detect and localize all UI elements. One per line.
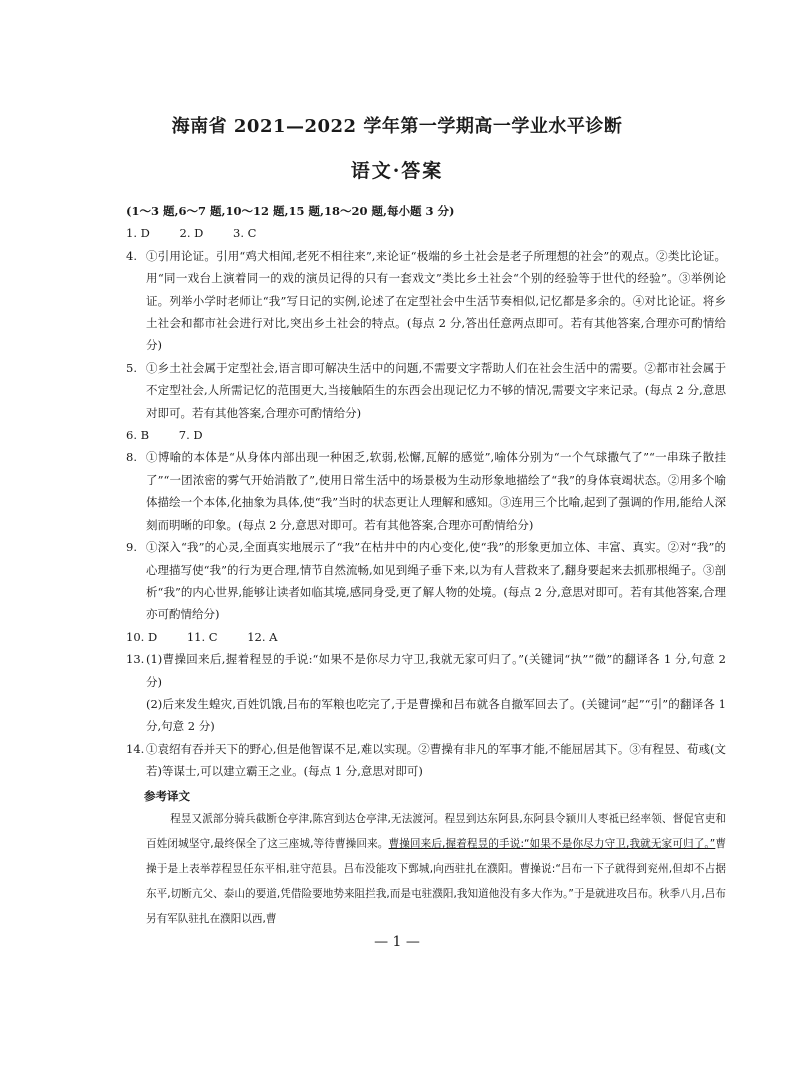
answer-2: 2. D <box>179 226 204 241</box>
translation-underlined-sentence: 曹操回来后,握着程昱的手说:“如果不是你尽力守卫,我就无家可归了。” <box>388 837 716 850</box>
answers-row-3 <box>126 626 726 648</box>
translation-text-before: 程昱又派部分骑兵截断仓亭津,陈宫到达仓亭津,无法渡河。程昱到达东阿县,东阿县令颍川人枣祗已经率领、督促官吏和百姓闭城坚守,最终保全了这三座城,等待曹操回来。 <box>146 812 726 850</box>
question-4 <box>126 245 726 357</box>
answers-row-2 <box>126 424 726 446</box>
answer-12: 12. A <box>247 629 278 644</box>
question-14-number: 14. <box>126 741 145 756</box>
question-5-answer: ①乡土社会属于定型社会,语言即可解决生活中的问题,不需要文字帮助人们在社会生活中的需要。②都市社会属于不定型社会,人所需记忆的范围更大,当接触陌生的东西会出现记忆力不够的情况,需要文字来记录。(每点 2 分,意思对即可。若有其他答案,合理亦可酌情给分) <box>146 360 726 420</box>
question-8 <box>126 446 726 536</box>
question-13 <box>126 648 726 693</box>
answer-11: 11. C <box>186 629 218 644</box>
answer-6: 6. B <box>126 428 150 443</box>
question-8-number: 8. <box>126 450 137 465</box>
reference-translation <box>126 807 726 932</box>
question-13-number: 13. <box>126 652 145 667</box>
question-5-number: 5. <box>126 360 137 375</box>
question-14-answer: ①袁绍有吞并天下的野心,但是他智谋不足,难以实现。②曹操有非凡的军事才能,不能屈居其下。③有程昱、荀彧(文若)等谋士,可以建立霸王之业。(每点 1 分,意思对即可) <box>146 741 726 779</box>
question-4-answer: ①引用论证。引用“鸡犬相闻,老死不相往来”,来论证“极端的乡土社会是老子所理想的社会”的观点。②类比论证。用“同一戏台上演着同一的戏的演员记得的只有一套戏文”类比乡土社会“个别的经验等于世代的经验”。③举例论证。列举小学时老师让“我”写日记的实例,论述了在定型社会中生活节奏相似,记忆都是多余的。④对比论证。将乡土社会和都市社会进行对比,突出乡土社会的特点。(每点 2 分,答出任意两点即可。若有其他答案,合理亦可酌情给分) <box>146 248 726 353</box>
answer-10: 10. D <box>126 629 158 644</box>
question-4-number: 4. <box>126 248 137 263</box>
question-9-answer: ①深入“我”的心灵,全面真实地展示了“我”在枯井中的内心变化,使“我”的形象更加立体、丰富、真实。②对“我”的心理描写使“我”的行为更合理,情节自然流畅,如见到绳子垂下来,以为有人营救来了,翻身要起来去抓那根绳子。③剖析“我”的内心世界,能够让读者如临其境,感同身受,更了解人物的处境。(每点 2 分,意思对即可。若有其他答案,合理亦可酌情给分) <box>146 540 726 622</box>
page-number: — 1 — <box>374 934 420 950</box>
question-5 <box>126 357 726 424</box>
answer-3: 3. C <box>233 226 257 241</box>
answers-body <box>126 200 726 932</box>
translation-text-after: 曹操于是上表举荐程昱任东平相,驻守范县。吕布没能攻下鄄城,向西驻扎在濮阳。曹操说:“吕布一下子就得到兖州,但却不占据东平,切断亢父、泰山的要道,凭借险要地势来阻拦我,而是屯驻濮阳,我知道他没有多大作为。”于是就进攻吕布。秋季八月,吕布另有军队驻扎在濮阳以西,曹 <box>146 837 727 925</box>
answer-7: 7. D <box>178 428 203 443</box>
scoring-note: (1～3 题,6～7 题,10～12 题,15 题,18～20 题,每小题 3 分) <box>126 204 455 218</box>
reference-translation-title: 参考译文 <box>144 788 190 803</box>
question-13-part-1: (1)曹操回来后,握着程昱的手说:“如果不是你尽力守卫,我就无家可归了。”(关键词“执”“微”的翻译各 1 分,句意 2 分) <box>146 652 726 689</box>
answer-1: 1. D <box>126 226 150 241</box>
question-9 <box>126 536 726 626</box>
question-13-part-2: (2)后来发生蝗灾,百姓饥饿,吕布的军粮也吃完了,于是曹操和吕布就各自撤军回去了。(关键词“起”“引”的翻译各 1 分,句意 2 分) <box>146 696 726 734</box>
question-9-number: 9. <box>126 540 137 555</box>
question-8-answer: ①博喻的本体是“从身体内部出现一种困乏,软弱,松懈,瓦解的感觉”,喻体分别为“一个气球撒气了”“一串珠子散挂了”“一团浓密的雾气开始消散了”,使用日常生活中的场景极为生动形象地描绘了“我”的身体衰竭状态。②用多个喻体描绘一个本体,化抽象为具体,使“我”当时的状态更让人理解和感知。③连用三个比喻,起到了强调的作用,能给人深刻而明晰的印象。(每点 2 分,意思对即可。若有其他答案,合理亦可酌情给分) <box>146 450 726 532</box>
document-title: 海南省 2021—2022 学年第一学期高一学业水平诊断 <box>171 116 623 137</box>
document-subtitle: 语文·答案 <box>350 160 444 182</box>
answers-row-1 <box>126 222 726 244</box>
question-14 <box>126 738 726 783</box>
